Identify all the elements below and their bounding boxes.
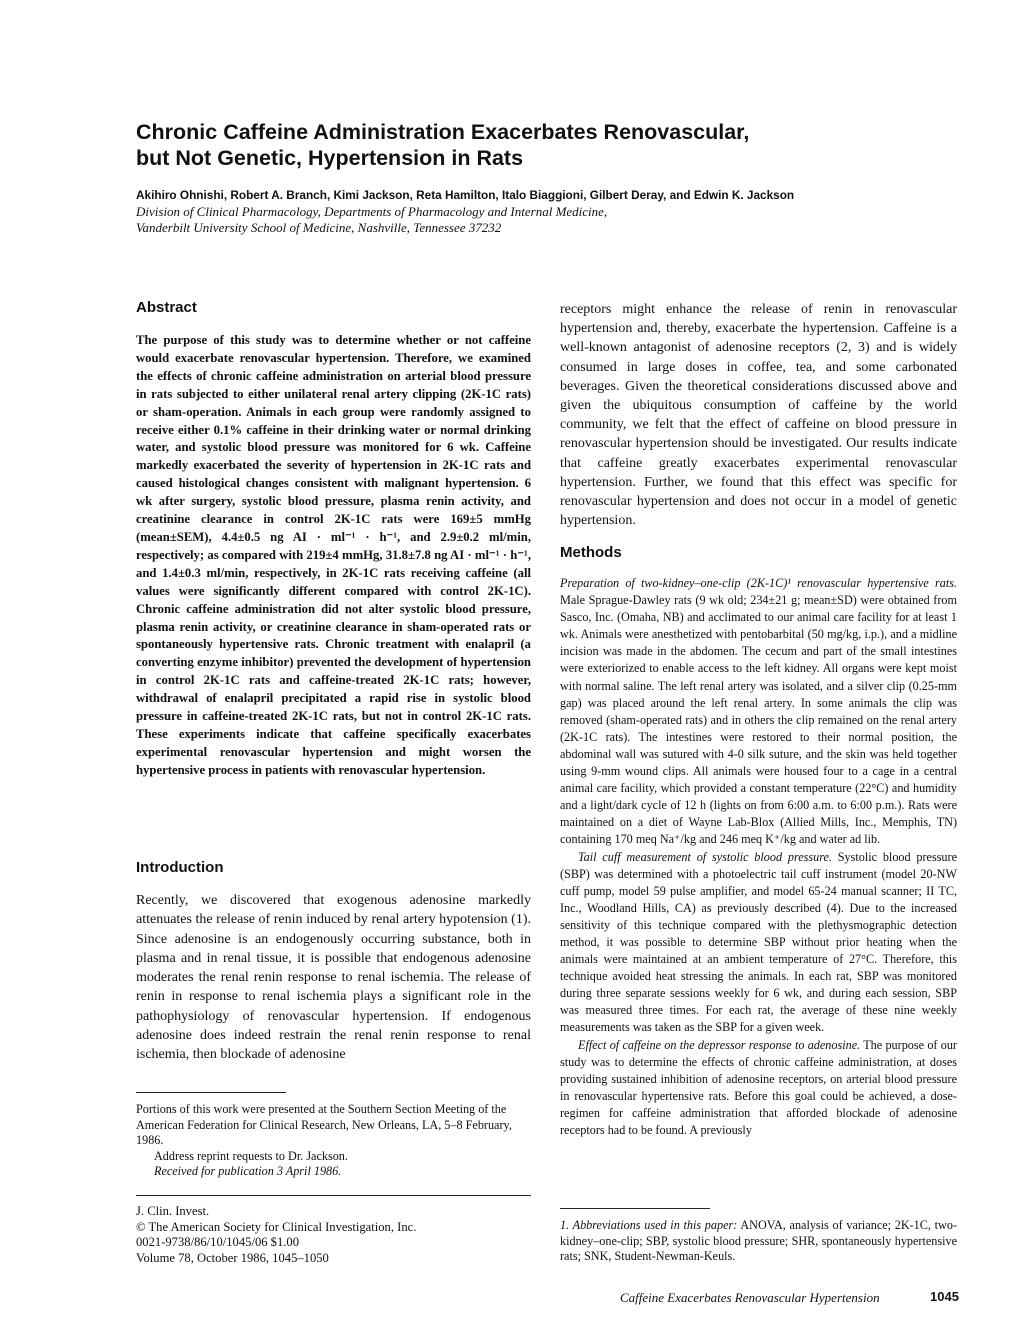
notes-divider xyxy=(136,1092,286,1093)
abstract-text: The purpose of this study was to determine whether or not caffeine would exacerbate renovascular hypertension. Therefore, we examined the effects of chronic caffeine administration on arterial blood pressure in rats subjected to either unilateral renal artery clipping (2K-1C rats) or sham-operation. Animals in each group were randomly assigned to receive either 0.1% caffeine in their drinking water or normal drinking water, and systolic blood pressure was monitored for 6 wk. Caffeine markedly exacerbated the severity of hypertension in 2K-1C rats and caused histological changes consistent with malignant hypertension. 6 wk after surgery, systolic blood pressure, plasma renin activity, and creatinine clearance in control 2K-1C rats were 169±5 mmHg (mean±SEM), 4.4±0.5 ng AI · ml⁻¹ · h⁻¹, and 2.9±0.2 ml/min, respectively; as compared with 219±4 mmHg, 31.8±7.8 ng AI · ml⁻¹ · h⁻¹, and 1.4±0.3 ml/min, respectively, in 2K-1C rats receiving caffeine (all values were significantly different compared with control 2K-1C). Chronic caffeine administration did not alter systolic blood pressure, plasma renin activity, or creatinine clearance in sham-operated rats or spontaneously hypertensive rats. Chronic treatment with enalapril (a converting enzyme inhibitor) prevented the development of hypertension in control 2K-1C rats and caffeine-treated 2K-1C rats; however, withdrawal of enalapril precipitated a rapid rise in systolic blood pressure in caffeine-treated 2K-1C rats, but not in control 2K-1C rats. These experiments indicate that caffeine specifically exacerbates experimental renovascular hypertension and might worsen the hypertensive process in patients with renovascular hypertension. xyxy=(136,333,531,777)
introduction-continued-text: receptors might enhance the release of renin in renovascular hypertension and, thereby, exacerbate the hypertension. Caffeine is a well-known antagonist of adenosine receptors (2, 3) and is widely consumed in large doses in coffee, tea, and some carbonated beverages. Given the theoretical considerations discussed above and given the ubiquitous consumption of caffeine by the world community, we felt that the effect of caffeine on blood pressure in renovascular hypertension should be investigated. Our results indicate that caffeine greatly exacerbates experimental renovascular hypertension. Further, we found that this effect was specific for renovascular hypertension and does not occur in a model of genetic hypertension. xyxy=(560,302,957,529)
reprint-note: Address reprint requests to Dr. Jackson. xyxy=(154,1148,348,1163)
methods-heading: Methods xyxy=(560,544,622,561)
abstract-heading: Abstract xyxy=(136,299,197,316)
received-note: Received for publication 3 April 1986. xyxy=(154,1164,342,1179)
issn-line: 0021-9738/86/10/1045/06 $1.00 xyxy=(136,1235,300,1250)
abstract-body xyxy=(136,332,531,780)
title-line-2: but Not Genetic, Hypertension in Rats xyxy=(136,146,524,170)
introduction-heading: Introduction xyxy=(136,859,224,876)
abbreviations-footnote: 1. Abbreviations used in this paper: ANOVA, analysis of variance; 2K-1C, two-kidney–one-clip; SBP, systolic blood pressure; SHR, spontaneously hypertensive rats; SNK, Student-Newman-Keuls. xyxy=(560,1218,958,1264)
page-number: 1045 xyxy=(930,1289,959,1304)
article-title xyxy=(136,119,896,171)
methods-paragraph-adenosine: Effect of caffeine on the depressor response to adenosine. The purpose of our study was to determine the effects of chronic caffeine administration, at doses providing sustained inhibition of adenosine receptors, on arterial blood pressure in renovascular hypertensive rats. Before this goal could be achieved, a dose-regimen for caffeine administration that afforded blockade of adenosine receptors had to be found. A previously xyxy=(560,1037,957,1137)
journal-info xyxy=(136,1204,531,1267)
journal-name: J. Clin. Invest. xyxy=(136,1204,210,1218)
author-list: Akihiro Ohnishi, Robert A. Branch, Kimi Jackson, Reta Hamilton, Italo Biaggioni, Gilbert Deray, and Edwin K. Jackson xyxy=(136,188,795,202)
journal-divider xyxy=(136,1195,531,1196)
methods-paragraph-preparation: Preparation of two-kidney–one-clip (2K-1C)¹ renovascular hypertensive rats. Male Sprague-Dawley rats (9 wk old; 234±21 g; mean±SD) were obtained from Sasco, Inc. (Omaha, NB) and acclimated to our animal care facility for at least 1 wk. Animals were anesthetized with pentobarbital (50 mg/kg, i.p.), and a midline incision was made in the abdomen. The cecum and part of the small intestines were exteriorized to enable access to the left kidney. All organs were kept moist with normal saline. The left renal artery was isolated, and a silver clip (0.25-mm gap) was placed around the left renal artery. In some animals the clip was removed (sham-operated rats) and in others the clip remained on the renal artery (2K-1C rats). The intestines were restored to their normal position, the abdominal wall was sutured with 4-0 silk suture, and the skin was held together using 9-mm wound clips. All animals were housed four to a cage in a central animal care facility, which provided a constant temperature (22°C) and humidity and a light/dark cycle of 12 h (lights on from 6:00 a.m. to 6:00 p.m.). Rats were maintained on a diet of Wayne Lab-Blox (Allied Mills, Inc., Memphis, TN) containing 170 meq Na⁺/kg and 246 meq K⁺/kg and water ad lib. xyxy=(560,576,957,847)
introduction-continued xyxy=(560,300,957,530)
footnote-divider xyxy=(560,1208,710,1209)
methods-body xyxy=(560,575,957,1139)
affiliation-line-2: Vanderbilt University School of Medicine, Nashville, Tennessee 37232 xyxy=(136,220,502,235)
title-line-1: Chronic Caffeine Administration Exacerbates Renovascular, xyxy=(136,120,750,144)
methods-paragraph-tail-cuff: Tail cuff measurement of systolic blood pressure. Systolic blood pressure (SBP) was determined with a photoelectric tail cuff instrument (model 20-NW cuff pump, model 59 pulse amplifier, and model 65-24 manual scanner; II TC, Inc., Woodland Hills, CA) as previously described (4). Due to the increased sensitivity of this technique compared with the plethysmographic detection method, it was possible to determine SBP without prior heating when the animals were maintained at an ambient temperature of 27°C. Therefore, this technique avoided heat stressing the animals. In each rat, SBP was monitored during three separate sessions weekly for 6 wk, and during each session, SBP was measured three times. For each rat, the average of these nine weekly measurements was taken as the SBP for a given week. xyxy=(560,849,957,1035)
introduction-body xyxy=(136,891,531,1065)
introduction-text: Recently, we discovered that exogenous adenosine markedly attenuates the release of renin induced by renal artery hypotension (1). Since adenosine is an endogenously occurring substance, both in plasma and in renal tissue, it is possible that endogenous adenosine moderates the renal renin response to renal ischemia. The release of renin in response to renal ischemia plays a significant role in the pathophysiology of renovascular hypertension. If endogenous adenosine does indeed restrain the renal renin response to renal ischemia, then blockade of adenosine xyxy=(136,893,531,1063)
running-head: Caffeine Exacerbates Renovascular Hypertension xyxy=(620,1290,880,1305)
article-notes xyxy=(136,1102,531,1180)
presentation-note: Portions of this work were presented at the Southern Section Meeting of the American Federation for Clinical Research, New Orleans, LA, 5–8 February, 1986. xyxy=(136,1102,512,1148)
affiliation-line-1: Division of Clinical Pharmacology, Departments of Pharmacology and Internal Medicine, xyxy=(136,204,608,219)
copyright-line: © The American Society for Clinical Investigation, Inc. xyxy=(136,1219,417,1234)
volume-line: Volume 78, October 1986, 1045–1050 xyxy=(136,1251,329,1266)
